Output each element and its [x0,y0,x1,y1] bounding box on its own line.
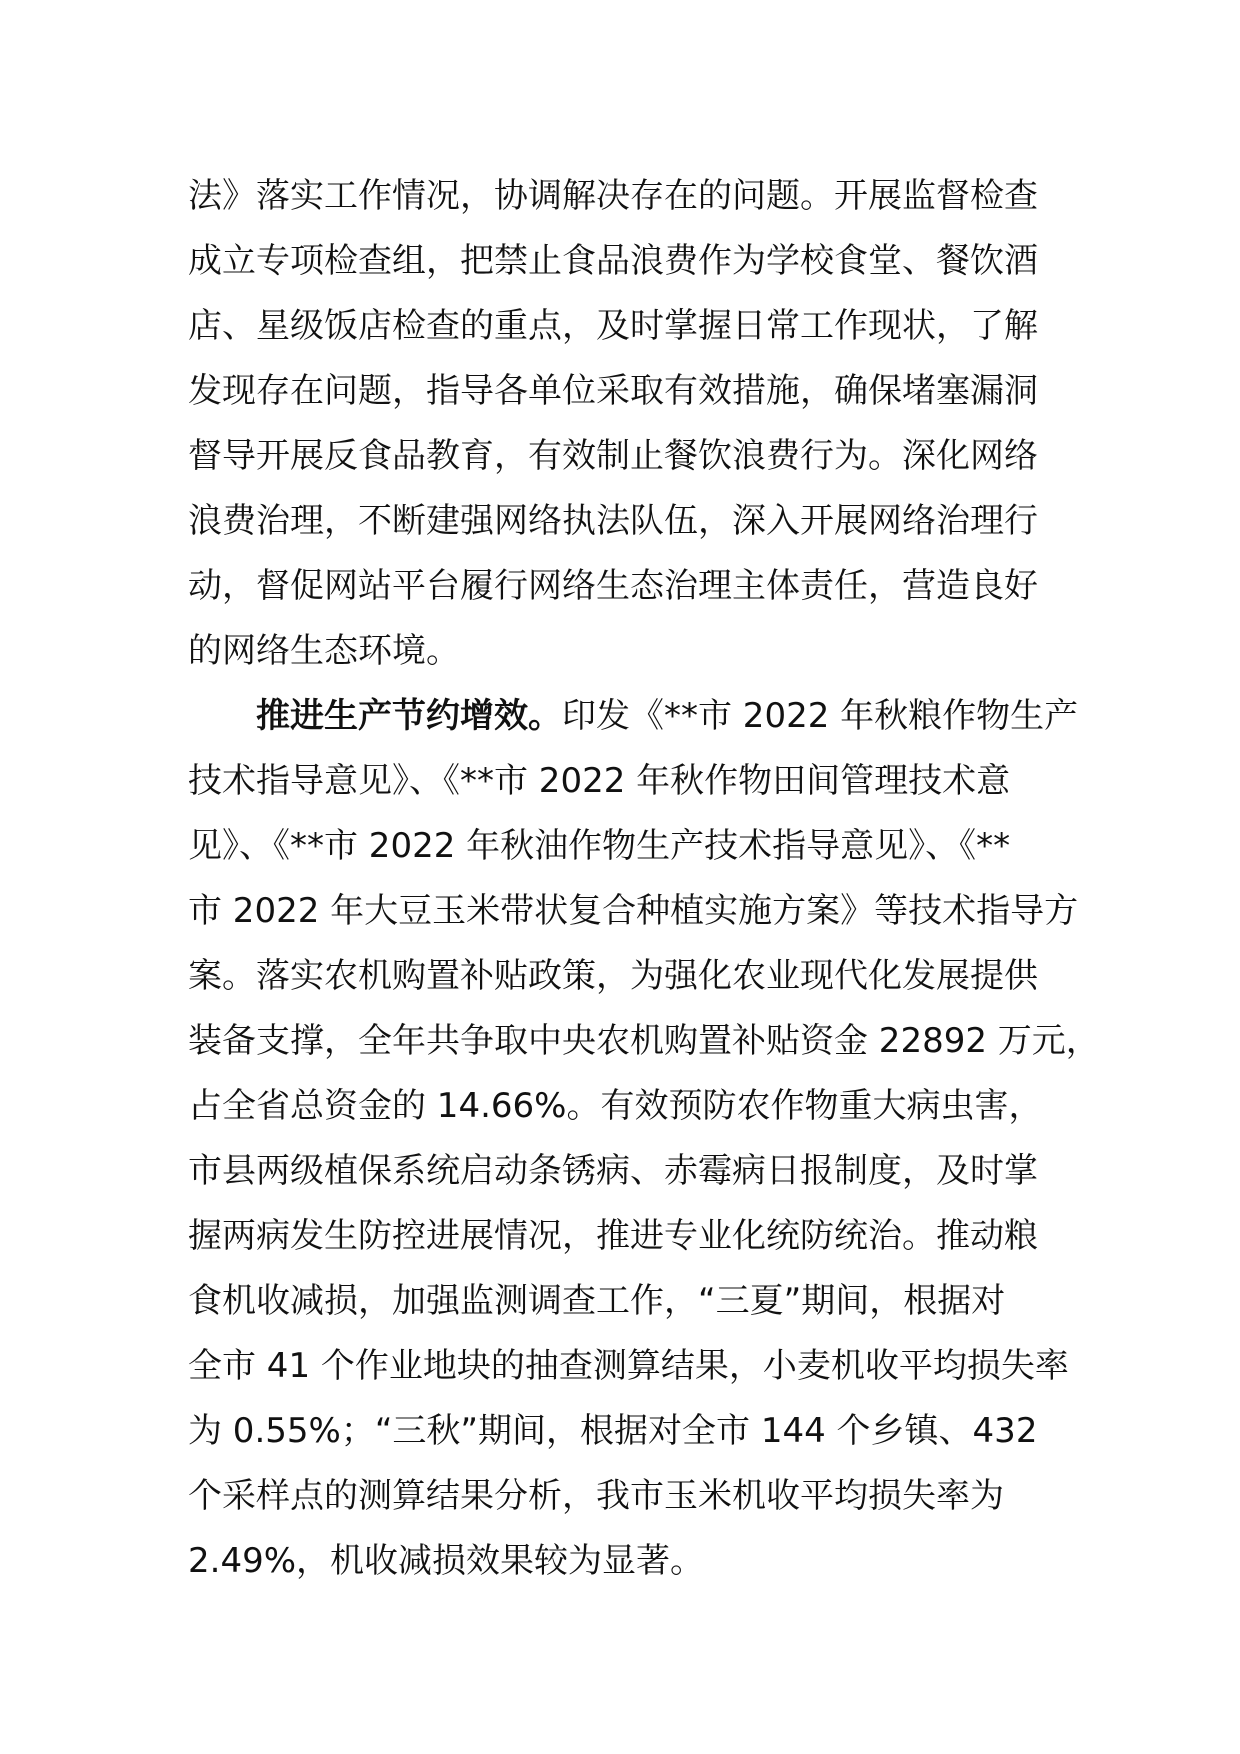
text-line: 技术指导意见》、《**市 2022 年秋作物田间管理技术意 [188,761,1011,801]
text-line: 市 2022 年大豆玉米带状复合种植实施方案》等技术指导方 [188,891,1079,931]
paragraph-heading: 推进生产节约增效。 [256,696,562,736]
text-line: 动，督促网站平台履行网络生态治理主体责任，营造良好 [188,566,1038,606]
text-line: 见》、《**市 2022 年秋油作物生产技术指导意见》、《** [188,826,1011,866]
text-line: 的网络生态环境。 [188,631,460,671]
paragraph-first-line [188,684,1088,749]
text-line: 案。落实农机购置补贴政策，为强化农业现代化发展提供 [188,956,1038,996]
document-body [188,164,1100,1594]
text-line: 握两病发生防控进展情况，推进专业化统防统治。推动粮 [188,1216,1038,1256]
text-line: 发现存在问题，指导各单位采取有效措施，确保堵塞漏洞 [188,371,1038,411]
text-line: 装备支撑，全年共争取中央农机购置补贴资金 22892 万元， [188,1021,1100,1061]
text-line: 市县两级植保系统启动条锈病、赤霉病日报制度，及时掌 [188,1151,1038,1191]
text-line: 浪费治理，不断建强网络执法队伍，深入开展网络治理行 [188,501,1038,541]
text-line: 占全省总资金的 14.66%。有效预防农作物重大病虫害， [188,1086,1043,1126]
text-line: 2.49%，机收减损效果较为显著。 [188,1541,705,1581]
text-line: 法》落实工作情况，协调解决存在的问题。开展监督检查 [188,176,1038,216]
text-line: 督导开展反食品教育，有效制止餐饮浪费行为。深化网络 [188,436,1038,476]
paragraph-food-waste-supervision [188,164,1088,684]
text-line: 全市 41 个作业地块的抽查测算结果，小麦机收平均损失率 [188,1346,1069,1386]
text-line: 为 0.55%；“三秋”期间，根据对全市 144 个乡镇、432 [188,1411,1038,1451]
text-line: 食机收减损，加强监测调查工作，“三夏”期间，根据对 [188,1281,1006,1321]
text-run: 印发《**市 2022 年秋粮作物生产 [562,696,1079,736]
text-line: 店、星级饭店检查的重点，及时掌握日常工作现状，了解 [188,306,1038,346]
paragraph-production-savings [188,684,1100,1594]
text-line: 成立专项检查组，把禁止食品浪费作为学校食堂、餐饮酒 [188,241,1038,281]
text-line: 个采样点的测算结果分析，我市玉米机收平均损失率为 [188,1476,1004,1516]
